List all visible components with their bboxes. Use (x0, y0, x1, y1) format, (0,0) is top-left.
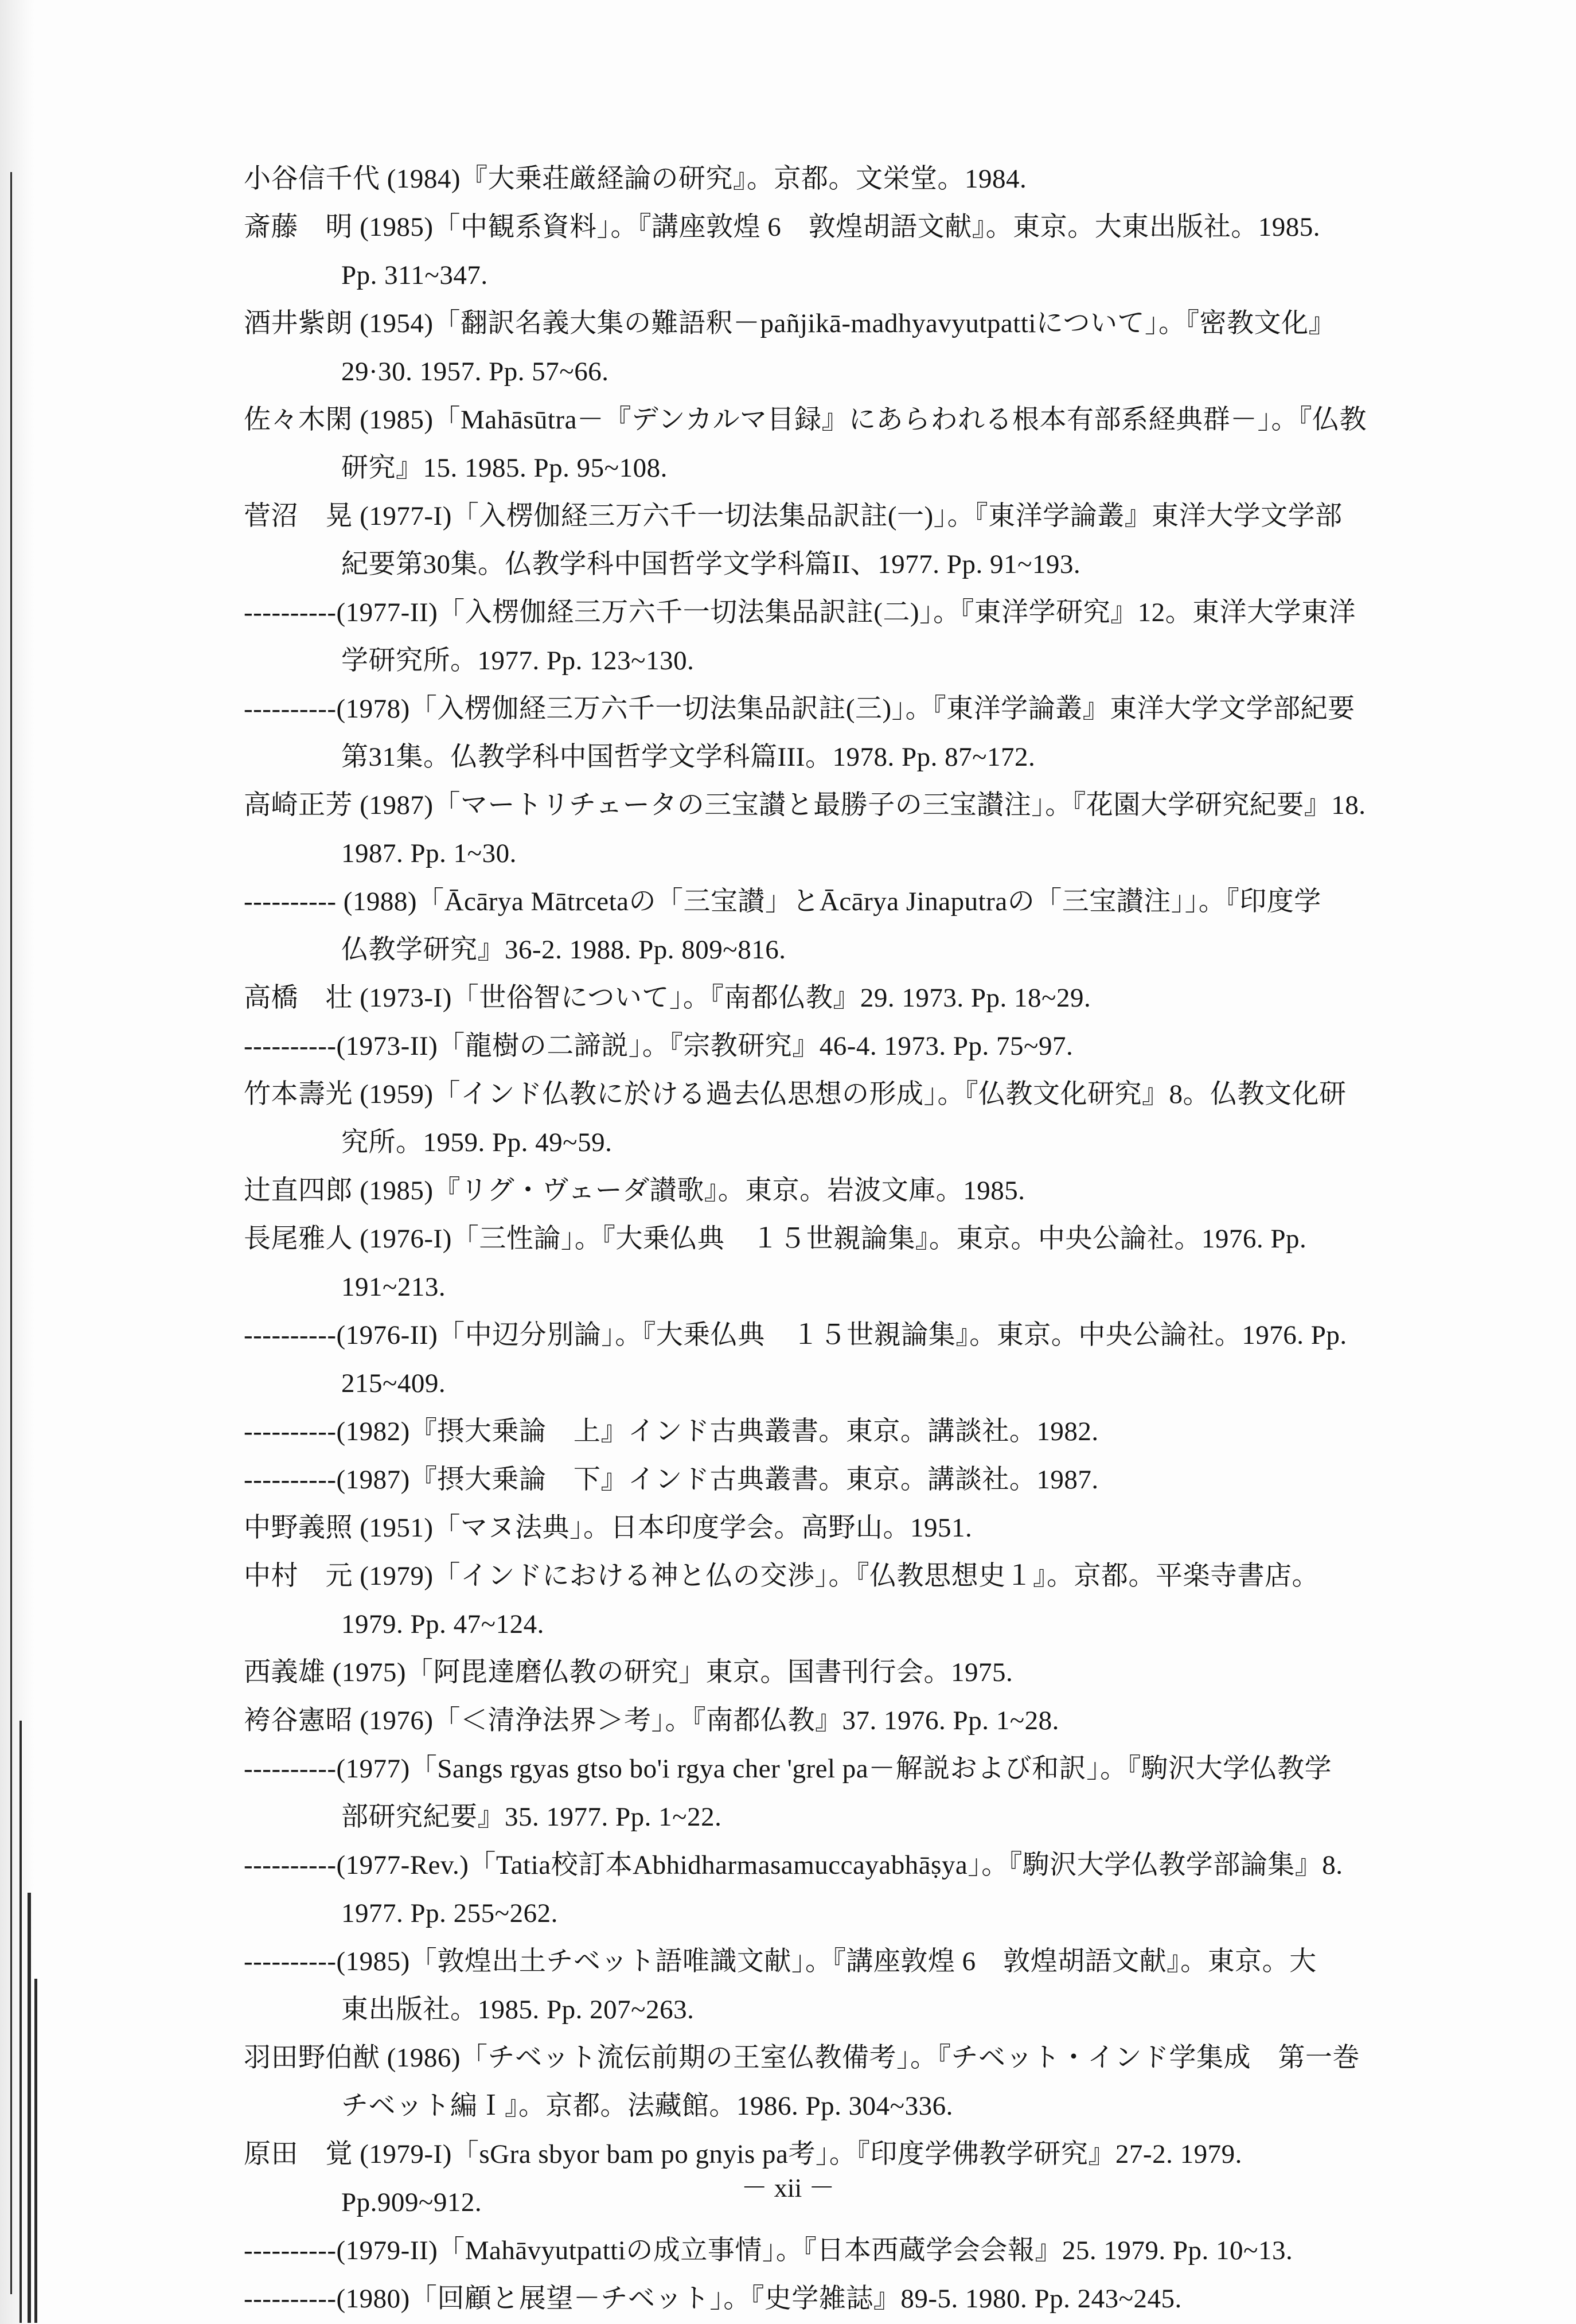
entry-continuation-line: 215~409. (341, 1368, 446, 1398)
bibliography-entry (244, 1311, 1454, 1407)
bibliography-entry (244, 588, 1454, 685)
scan-margin-line (19, 1721, 22, 2323)
entry-first-line: ----------(1985)「敦煌出土チベット語唯識文献」。『講座敦煌 6 敦煌胡語文献』。東京。大 (244, 1947, 1317, 1976)
scan-margin-line (34, 1979, 37, 2323)
entry-continuation-line: 部研究紀要』35. 1977. Pp. 1~22. (341, 1802, 722, 1832)
bibliography-entry (244, 685, 1454, 781)
entry-first-line: 長尾雅人 (1976-I)「三性論」。『大乗仏典 １５世親論集』。東京。中央公論社。1976. Pp. (244, 1224, 1307, 1254)
entry-continuation-line: Pp. 311~347. (341, 260, 488, 290)
bibliography-entry (244, 1070, 1454, 1167)
entry-continuation-line: Pp.909~912. (341, 2187, 482, 2217)
entry-continuation-line: 究所。1959. Pp. 49~59. (341, 1128, 613, 1157)
entry-continuation-line: 1979. Pp. 47~124. (341, 1609, 544, 1639)
bibliography-entry (244, 1215, 1454, 1311)
bibliography-entry (244, 974, 1454, 1022)
page-number: － xii － (741, 2173, 835, 2202)
entry-first-line: ----------(1976-II)「中辺分別論」。『大乗仏典 １５世親論集』。東京。中央公論社。1976. Pp. (244, 1320, 1347, 1350)
entry-first-line: ----------(1977-II)「入楞伽経三万六千一切法集品訳註(二)」。『東洋学研究』12。東洋大学東洋 (244, 598, 1356, 627)
bibliography-entry (244, 2226, 1454, 2275)
bibliography-entry (244, 878, 1454, 974)
entry-first-line: 小谷信千代 (1984)『大乗荘厳経論の研究』。京都。文栄堂。1984. (244, 164, 1027, 194)
entry-continuation-line: 学研究所。1977. Pp. 123~130. (341, 646, 695, 676)
bibliography-entry (244, 1407, 1454, 1456)
bibliography-entry (244, 203, 1454, 299)
entry-continuation-line: 29·30. 1957. Pp. 57~66. (341, 357, 609, 387)
bibliography-list (244, 155, 1454, 2323)
bibliography-entry (244, 1504, 1454, 1552)
bibliography-entry (244, 1745, 1454, 1841)
bibliography-entry (244, 1841, 1454, 1937)
entry-first-line: 中野義照 (1951)「マヌ法典」。日本印度学会。高野山。1951. (244, 1513, 973, 1543)
entry-continuation-line: 第31集。仏教学科中国哲学文学科篇III。1978. Pp. 87~172. (341, 742, 1036, 772)
bibliography-entry (244, 781, 1454, 878)
entry-continuation-line: 191~213. (341, 1272, 446, 1302)
bibliography-entry (244, 1552, 1454, 1648)
entry-first-line: 竹本壽光 (1959)「インド仏教に於ける過去仏思想の形成」。『仏教文化研究』8。仏教文化研 (244, 1079, 1347, 1109)
entry-continuation-line: 1977. Pp. 255~262. (341, 1898, 558, 1928)
bibliography-entry (244, 1648, 1454, 1697)
entry-first-line: ----------(1980)「回顧と展望－チベット」。『史学雑誌』89-5. 1980. Pp. 243~245. (244, 2284, 1182, 2314)
entry-first-line: 西義雄 (1975)「阿毘達磨仏教の研究」東京。国書刊行会。1975. (244, 1658, 1013, 1687)
entry-first-line: ----------(1977)「Sangs rgyas gtso bo'i rgya cher 'grel pa－解説および和訳」。『駒沢大学仏教学 (244, 1754, 1332, 1784)
entry-continuation-line: 1987. Pp. 1~30. (341, 839, 517, 868)
entry-first-line: 斎藤 明 (1985)「中観系資料」。『講座敦煌 6 敦煌胡語文献』。東京。大東出版社。1985. (244, 212, 1321, 242)
entry-first-line: ----------(1977-Rev.)「Tatia校訂本Abhidharmasamuccayabhāṣya」。『駒沢大学仏教学部論集』8. (244, 1850, 1343, 1880)
entry-continuation-line: チベット編Ｉ』。京都。法藏館。1986. Pp. 304~336. (341, 2091, 953, 2121)
entry-continuation-line: 研究』15. 1985. Pp. 95~108. (341, 453, 668, 483)
entry-first-line: 辻直四郎 (1985)『リグ・ヴェーダ讃歌』。東京。岩波文庫。1985. (244, 1176, 1025, 1206)
bibliography-entry (244, 299, 1454, 396)
entry-first-line: ----------(1987)『摂大乗論 下』インド古典叢書。東京。講談社。1987. (244, 1465, 1099, 1495)
bibliography-entry (244, 2034, 1454, 2130)
entry-first-line: 高橋 壮 (1973-I)「世俗智について」。『南都仏教』29. 1973. Pp. 18~29. (244, 983, 1091, 1013)
entry-continuation-line: 紀要第30集。仏教学科中国哲学文学科篇II、1977. Pp. 91~193. (341, 549, 1081, 579)
bibliography-entry (244, 2275, 1454, 2323)
bibliography-entry (244, 1937, 1454, 2034)
entry-first-line: 原田 覚 (1979-I)「sGra sbyor bam po gnyis pa考」。『印度学佛教学研究』27-2. 1979. (244, 2139, 1242, 2169)
entry-first-line: 高崎正芳 (1987)「マートリチェータの三宝讃と最勝子の三宝讃注」。『花園大学研究紀要』18. (244, 790, 1366, 820)
entry-first-line: 佐々木閑 (1985)「Mahāsūtra－『デンカルマ目録』にあらわれる根本有部系経典群－」。『仏教 (244, 405, 1367, 435)
bibliography-entry (244, 1456, 1454, 1504)
entry-first-line: 酒井紫朗 (1954)「翻訳名義大集の難語釈－pañjikā-madhyavyutpattiについて」。『密教文化』 (244, 309, 1336, 338)
entry-first-line: ----------(1982)『摂大乗論 上』インド古典叢書。東京。講談社。1982. (244, 1417, 1099, 1446)
bibliography-entry (244, 1697, 1454, 1745)
bibliography-entry (244, 396, 1454, 492)
entry-first-line: 中村 元 (1979)「インドにおける神と仏の交渉」。『仏教思想史１』。京都。平楽寺書店。 (244, 1561, 1320, 1591)
entry-first-line: ---------- (1988)「Ācārya Mātrcetaの「三宝讃」とĀcārya Jinaputraの「三宝讃注」」。『印度学 (244, 887, 1321, 917)
entry-first-line: 菅沼 晃 (1977-I)「入楞伽経三万六千一切法集品訳註(一)」。『東洋学論叢』東洋大学文学部 (244, 501, 1343, 531)
bibliography-entry (244, 492, 1454, 588)
bibliography-entry (244, 1167, 1454, 1215)
bibliography-entry (244, 1022, 1454, 1070)
entry-continuation-line: 仏教学研究』36-2. 1988. Pp. 809~816. (341, 935, 786, 965)
entry-first-line: ----------(1979-II)「Mahāvyutpattiの成立事情」。『日本西蔵学会会報』25. 1979. Pp. 10~13. (244, 2236, 1293, 2265)
scan-margin-line (28, 1893, 31, 2323)
scan-margin-line (10, 172, 12, 2294)
entry-first-line: ----------(1973-II)「龍樹の二諦説」。『宗教研究』46-4. 1973. Pp. 75~97. (244, 1031, 1074, 1061)
entry-first-line: 袴谷憲昭 (1976)「＜清浄法界＞考」。『南都仏教』37. 1976. Pp. 1~28. (244, 1706, 1059, 1736)
entry-first-line: 羽田野伯猷 (1986)「チベット流伝前期の王室仏教備考」。『チベット・インド学集成 第一巻 (244, 2043, 1360, 2073)
bibliography-entry (244, 155, 1454, 203)
entry-first-line: ----------(1978)「入楞伽経三万六千一切法集品訳註(三)」。『東洋学論叢』東洋大学文学部紀要 (244, 694, 1355, 724)
entry-continuation-line: 東出版社。1985. Pp. 207~263. (341, 1995, 695, 2025)
